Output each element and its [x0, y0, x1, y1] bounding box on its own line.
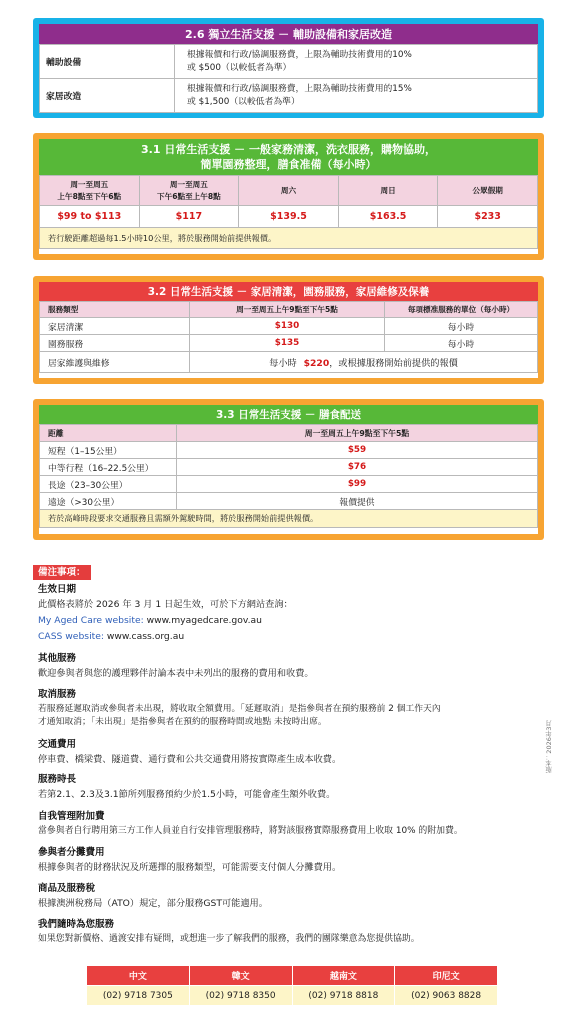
note-body: 根據參與者的財務狀況及所選擇的服務類型，可能需要支付個人分攤費用。 [38, 862, 342, 873]
service-type: 居家維護與維修 [40, 352, 190, 373]
price-cell: $117 [139, 206, 239, 228]
note-heading: 生效日期 [38, 584, 77, 595]
section-3-1-table [39, 175, 538, 228]
table-header-row [40, 302, 538, 318]
phone-cell[interactable]: (02) 9063 8828 [395, 986, 498, 1006]
header-cell: 周日 [338, 176, 438, 206]
table-row [40, 45, 538, 79]
price-cell: $76 [177, 459, 538, 476]
section-2-6-table [39, 44, 538, 113]
section-3-3-title: 3.3 日常生活支援 － 膳食配送 [39, 405, 538, 424]
note-gst [38, 882, 538, 910]
price-cell: $99 to $113 [40, 206, 140, 228]
table-row [40, 352, 538, 373]
repair-price: $220 [303, 358, 330, 369]
header-cell: 每項標准服務的單位（每小時） [385, 302, 538, 318]
note-effective-date [38, 583, 538, 643]
section-3-3-card [33, 399, 544, 540]
row-text-line: 或 $500（以較低者為準） [187, 62, 292, 73]
note-body: 此價格表將於 2026 年 3 月 1 日起生效，可於下方網站查詢： [38, 599, 293, 610]
distance-cell: 長途（23–30公里） [40, 476, 177, 493]
price-cell: 報價提供 [177, 493, 538, 510]
unit-cell: 每小時 [385, 335, 538, 352]
version-label: 版本：2026年3月 [545, 720, 553, 774]
section-2-6-card [33, 18, 544, 118]
header-cell: 距離 [40, 425, 177, 442]
section-3-1-title [39, 139, 538, 175]
section-2-6-title: 2.6 獨立生活支援 － 輔助設備和家居改造 [39, 24, 538, 44]
section-3-1-title-line-1: 3.1 日常生活支援 － 一般家務清潔，洗衣服務，購物協助， [141, 143, 436, 156]
header-cell: 周一至周五 [70, 179, 109, 189]
row-text-line: 根據報價和行政/協調服務費，上限為輔助技術費用的10% [187, 49, 412, 60]
note-body: 才通知取消；「未出現」是指參與者在預約的服務時間或地點 未按時出席。 [38, 717, 327, 727]
table-row [40, 459, 538, 476]
header-cell: 周六 [239, 176, 339, 206]
distance-cell: 中等行程（16–22.5公里） [40, 459, 177, 476]
note-heading: 參與者分攤費用 [38, 847, 105, 858]
note-self-management [38, 810, 538, 838]
myagedcare-link[interactable]: www.myagedcare.gov.au [146, 615, 262, 626]
phone-cell[interactable]: (02) 9718 8350 [189, 986, 292, 1006]
phone-row [87, 986, 498, 1006]
service-type: 園務服務 [40, 335, 190, 352]
section-3-2-card [33, 276, 544, 384]
header-cell: 服務類型 [40, 302, 190, 318]
row-label: 家居改造 [40, 79, 175, 113]
note-body: 若第2.1、2.3及3.1節所列服務預約少於1.5小時，可能會產生額外收費。 [38, 789, 336, 800]
language-cell: 印尼文 [395, 966, 498, 986]
note-transport [38, 738, 538, 766]
language-phone-table [86, 965, 498, 1006]
note-service-hours [38, 773, 538, 801]
table-row [40, 318, 538, 335]
distance-cell: 遠途（>30公里） [40, 493, 177, 510]
note-co-contribution [38, 846, 538, 874]
row-text-line: 根據報價和行政/協調服務費，上限為輔助技術費用的15% [187, 83, 412, 94]
table-row [40, 206, 538, 228]
section-3-2-table [39, 301, 538, 373]
section-3-1-title-line-2: 簡單園務整理，膳食准備（每小時） [200, 158, 377, 171]
table-row [40, 442, 538, 459]
note-heading: 取消服務 [38, 689, 77, 700]
table-header-row [40, 425, 538, 442]
note-heading: 我們隨時為您服務 [38, 919, 115, 930]
note-body: 停車費、橋梁費、隧道費、通行費和公共交通費用將按實際產生成本收費。 [38, 754, 342, 765]
row-text-line: 或 $1,500（以較低者為準） [187, 96, 300, 107]
row-label: 輔助設備 [40, 45, 175, 79]
phone-cell[interactable]: (02) 9718 7305 [87, 986, 190, 1006]
note-heading: 服務時長 [38, 774, 77, 785]
language-cell: 韓文 [189, 966, 292, 986]
header-cell: 周一至周五上午9點至下午5點 [177, 425, 538, 442]
repair-unit: 每小時 [269, 358, 297, 369]
table-row [40, 79, 538, 113]
note-body: 歡迎參與者與您的護理夥伴討論本表中未列出的服務的費用和收費。 [38, 668, 314, 679]
cass-label: CASS website: [38, 631, 104, 642]
price-cell: $163.5 [338, 206, 438, 228]
note-heading: 商品及服務稅 [38, 883, 96, 894]
table-header-row [40, 176, 538, 206]
phone-cell[interactable]: (02) 9718 8818 [292, 986, 395, 1006]
note-body: 根據澳洲稅務局（ATO）規定，部分服務GST可能適用。 [38, 898, 268, 909]
header-cell: 周一至周五 [169, 179, 208, 189]
header-cell: 公眾假期 [438, 176, 538, 206]
price-cell: $59 [177, 442, 538, 459]
price-cell: $233 [438, 206, 538, 228]
distance-cell: 短程（1–15公里） [40, 442, 177, 459]
note-heading: 其他服務 [38, 653, 77, 664]
language-cell: 越南文 [292, 966, 395, 986]
section-3-1-note: 若行駛距離超過每1.5小時10公里，將於服務開始前提供報價。 [39, 228, 538, 249]
table-row [40, 476, 538, 493]
notes-badge: 備注事項： [33, 565, 91, 580]
unit-cell: 每小時 [385, 318, 538, 335]
price-cell: $99 [177, 476, 538, 493]
section-3-3-table [39, 424, 538, 510]
note-heading: 自我管理附加費 [38, 811, 105, 822]
price-cell: $139.5 [239, 206, 339, 228]
language-cell: 中文 [87, 966, 190, 986]
section-3-1-card [33, 133, 544, 260]
cass-link[interactable]: www.cass.org.au [106, 631, 185, 642]
note-heading: 交通費用 [38, 739, 77, 750]
note-contact [38, 918, 538, 946]
note-cancellation [38, 688, 538, 729]
note-body: 如果您對新價格、過渡安排有疑問，或想進一步了解我們的服務，我們的團隊樂意為您提供協助。 [38, 934, 420, 944]
myagedcare-label: My Aged Care website: [38, 615, 144, 626]
section-3-3-note: 若於高峰時段要求交通服務且需額外駕駛時間，將於服務開始前提供報價。 [39, 510, 538, 528]
table-row [40, 493, 538, 510]
note-other-services [38, 652, 538, 680]
header-cell-sub: 上午8點至下午6點 [57, 191, 122, 201]
header-cell: 周一至周五上午9點至下午5點 [190, 302, 385, 318]
price-cell: $135 [190, 335, 385, 352]
price-cell: $130 [190, 318, 385, 335]
section-3-2-title: 3.2 日常生活支援 － 家居清潔，園務服務，家居維修及保養 [39, 282, 538, 301]
note-body: 若服務延遲取消或參與者未出現，將收取全額費用。「延遲取消」是指參與者在預約服務前 2 個工作天內 [38, 704, 441, 714]
service-type: 家居清潔 [40, 318, 190, 335]
language-header-row [87, 966, 498, 986]
table-row [40, 335, 538, 352]
header-cell-sub: 下午6點至上午8點 [157, 191, 221, 201]
note-body: 當參與者自行聘用第三方工作人員並自行安排管理服務時，將對該服務實際服務費用上收取 10% 的附加費。 [38, 826, 463, 836]
repair-note: ，或根據服務開始前提供的報價 [329, 358, 458, 369]
